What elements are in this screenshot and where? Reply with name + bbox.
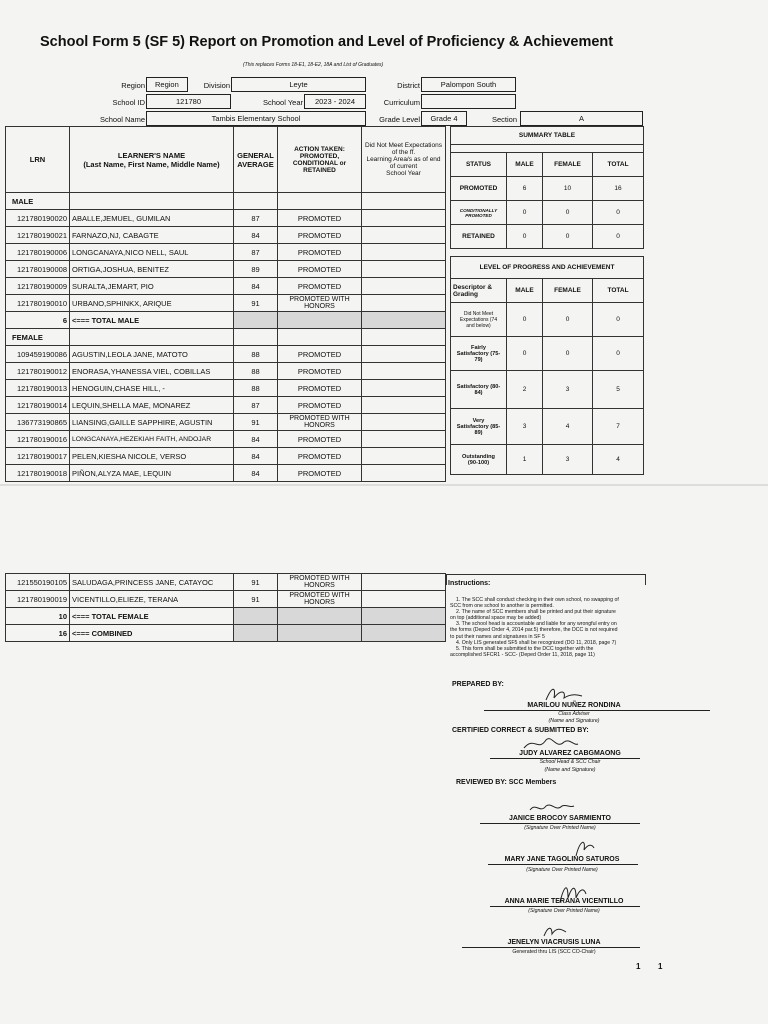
adviser-signature-mark <box>542 684 586 704</box>
page-number-a: 1 <box>636 962 641 971</box>
col-did-not-meet: Did Not Meet Expectations of the ff. Learning Area/s as of end of current School Year <box>362 127 446 193</box>
member4-signature-mark <box>540 922 570 940</box>
progress-row: Outstanding (90-100) 1 3 4 <box>451 445 644 475</box>
school-id-field: 121780 <box>146 94 231 109</box>
head-name: JUDY ALVAREZ CABGMAONG <box>519 750 621 757</box>
school-name-field: Tambis Elementary School <box>146 111 366 126</box>
total-female-row: 10 <=== TOTAL FEMALE <box>6 608 446 625</box>
table-row: 121780190009 SURALTA,JEMART, PIO 84 PROMOTED <box>6 278 446 295</box>
table-row: 121780190019 VICENTILLO,ELIEZE, TERANA 91 PROMOTED WITH HONORS <box>6 591 446 608</box>
certified-label: CERTIFIED CORRECT & SUBMITTED BY: <box>452 727 589 734</box>
summary-col-status: STATUS <box>451 153 507 177</box>
adviser-name: MARILOU NUÑEZ RONDINA <box>527 702 621 709</box>
member1-signature-mark <box>526 800 576 816</box>
table-row: 136773190865 LIANSING,GAILLE SAPPHIRE, AGUSTIN 91 PROMOTED WITH HONORS <box>6 414 446 431</box>
female-section-label: FEMALE <box>6 329 70 346</box>
grade-level-label: Grade Level <box>379 115 420 124</box>
combined-row: 16 <=== COMBINED <box>6 625 446 642</box>
district-label: District <box>397 81 420 90</box>
member2-signature-mark <box>570 836 600 858</box>
progress-row: Very Satisfactory (85- 89) 3 4 7 <box>451 409 644 445</box>
division-field: Leyte <box>231 77 366 92</box>
page-title: School Form 5 (SF 5) Report on Promotion and Level of Proficiency & Achievement <box>40 34 614 50</box>
grade-level-field: Grade 4 <box>421 111 467 126</box>
table-row: 121780190008 ORTIGA,JOSHUA, BENITEZ 89 PROMOTED <box>6 261 446 278</box>
table-row: 121780190017 PELEN,KIESHA NICOLE, VERSO 84 PROMOTED <box>6 448 446 465</box>
member3-sub: (Signature Over Printed Name) <box>528 908 600 914</box>
table-row: 121780190012 ENORASA,YHANESSA VIEL, COBILLAS 88 PROMOTED <box>6 363 446 380</box>
district-field: Palompon South <box>421 77 516 92</box>
member4-line <box>462 947 640 948</box>
col-action-taken: ACTION TAKEN: PROMOTED, CONDITIONAL or RETAINED <box>278 127 362 193</box>
summary-table <box>450 126 643 475</box>
table-row: 121780190018 PIÑON,ALYZA MAE, LEQUIN 84 PROMOTED <box>6 465 446 482</box>
summary-col-female: FEMALE <box>543 153 593 177</box>
table-row: 109459190086 AGUSTIN,LEOLA JANE, MATOTO 88 PROMOTED <box>6 346 446 363</box>
table-row: 121780190006 LONGCANAYA,NICO NELL, SAUL 87 PROMOTED <box>6 244 446 261</box>
learner-table-continued <box>5 573 446 642</box>
member3-name: ANNA MARIE TERANA VICENTILLO <box>504 898 624 905</box>
member4-sub: Generated thru LIS (SCC CO-Chair) <box>512 949 596 955</box>
progress-col-descriptor: Descriptor & Grading <box>451 279 507 303</box>
page-number-b: 1 <box>658 962 663 971</box>
head-role: School Head & SCC Chair <box>539 759 601 765</box>
adviser-sub: (Name and Signature) <box>548 718 600 724</box>
table-row: 121780190014 LEQUIN,SHELLA MAE, MONAREZ 87 PROMOTED <box>6 397 446 414</box>
instructions-title: Instructions: <box>448 580 491 587</box>
page-subtitle: (This replaces Forms 18-E1, 18-E2, 18A and List of Graduates) <box>243 62 384 68</box>
summary-col-male: MALE <box>507 153 543 177</box>
school-name-label: School Name <box>99 115 145 124</box>
summary-col-total: TOTAL <box>593 153 644 177</box>
member1-name: JANICE BROCOY SARMIENTO <box>508 815 612 822</box>
progress-row: Fairly Satisfactory (75- 79) 0 0 0 <box>451 337 644 371</box>
learner-table <box>5 126 446 482</box>
progress-col-female: FEMALE <box>543 279 593 303</box>
reviewed-label: REVIEWED BY: SCC Members <box>456 779 557 786</box>
male-section-label: MALE <box>6 193 70 210</box>
table-row: 121780190010 URBANO,SPHINKX, ARIQUE 91 PROMOTED WITH HONORS <box>6 295 446 312</box>
school-year-field: 2023 - 2024 <box>304 94 366 109</box>
progress-col-male: MALE <box>507 279 543 303</box>
summary-row-retained: RETAINED 0 0 0 <box>451 225 644 249</box>
progress-row: Satisfactory (80- 84) 2 3 5 <box>451 371 644 409</box>
region-field: Region <box>146 77 188 92</box>
col-general-average: GENERAL AVERAGE <box>234 127 278 193</box>
member2-line <box>488 864 638 865</box>
member2-sub: (Signature Over Printed Name) <box>526 867 598 873</box>
member3-line <box>490 906 640 907</box>
adviser-role: Class Adviser <box>558 711 590 717</box>
col-learner-name: LEARNER'S NAME (Last Name, First Name, Middle Name) <box>70 127 234 193</box>
member1-sub: (Signature Over Printed Name) <box>524 825 596 831</box>
school-year-label: School Year <box>262 98 303 107</box>
member4-name: JENELYN VIACRUSIS LUNA <box>507 939 601 946</box>
member2-name: MARY JANE TAGOLINO SATUROS <box>504 856 620 863</box>
table-row: 121780190016 LONGCANAYA,HEZEKIAH FAITH, ANDOJAR 84 PROMOTED <box>6 431 446 448</box>
curriculum-field <box>421 94 516 109</box>
section-label: Section <box>491 115 517 124</box>
division-label: Division <box>203 81 230 90</box>
summary-row-conditional: CONDITIONALLY PROMOTED 0 0 0 <box>451 201 644 225</box>
school-id-label: School ID <box>112 98 145 107</box>
page-divider <box>0 484 768 486</box>
col-lrn: LRN <box>6 127 70 193</box>
instructions-list: 1. The SCC shall conduct checking in their own school, no swapping of SCC from one school to another is permitted. 2. The name of SCC members shall be printed and put their signature on top (additional space may be added) 3. The school head is accountable and liable for any wrongful entry on the forms (Deped Order 4, 2014 par.5) therefore, the DCC is not required to put their names and signatures in SF 5 4. Only LIS generated SF5 shall be recognized (DO 11, 2018, page 7) 5. This form shall be submitted to the DCC together with the accomplished SFCR1 - SCC- (Deped Order 11, 2018, page 11) <box>450 597 619 658</box>
summary-row-promoted: PROMOTED 6 10 16 <box>451 177 644 201</box>
head-sub: (Name and Signature) <box>544 767 596 773</box>
section-field: A <box>520 111 643 126</box>
table-row: 121780190021 FARNAZO,NJ, CABAGTE 84 PROMOTED <box>6 227 446 244</box>
progress-title: LEVEL OF PROGRESS AND ACHIEVEMENT <box>451 257 644 279</box>
member1-line <box>480 823 640 824</box>
curriculum-label: Curriculum <box>383 98 420 107</box>
progress-col-total: TOTAL <box>593 279 644 303</box>
table-row: 121780190013 HENOGUIN,CHASE HILL, - 88 PROMOTED <box>6 380 446 397</box>
prepared-by-label: PREPARED BY: <box>452 681 504 688</box>
summary-title: SUMMARY TABLE <box>451 127 644 145</box>
region-label: Region <box>121 81 145 90</box>
total-male-row: 6 <=== TOTAL MALE <box>6 312 446 329</box>
table-row: 121780190020 ABALLE,JEMUEL, GUMILAN 87 PROMOTED <box>6 210 446 227</box>
progress-row: Did Not Meet Expectations (74 and below) 0 0 0 <box>451 303 644 337</box>
table-row: 121550190105 SALUDAGA,PRINCESS JANE, CATAYOC 91 PROMOTED WITH HONORS <box>6 574 446 591</box>
